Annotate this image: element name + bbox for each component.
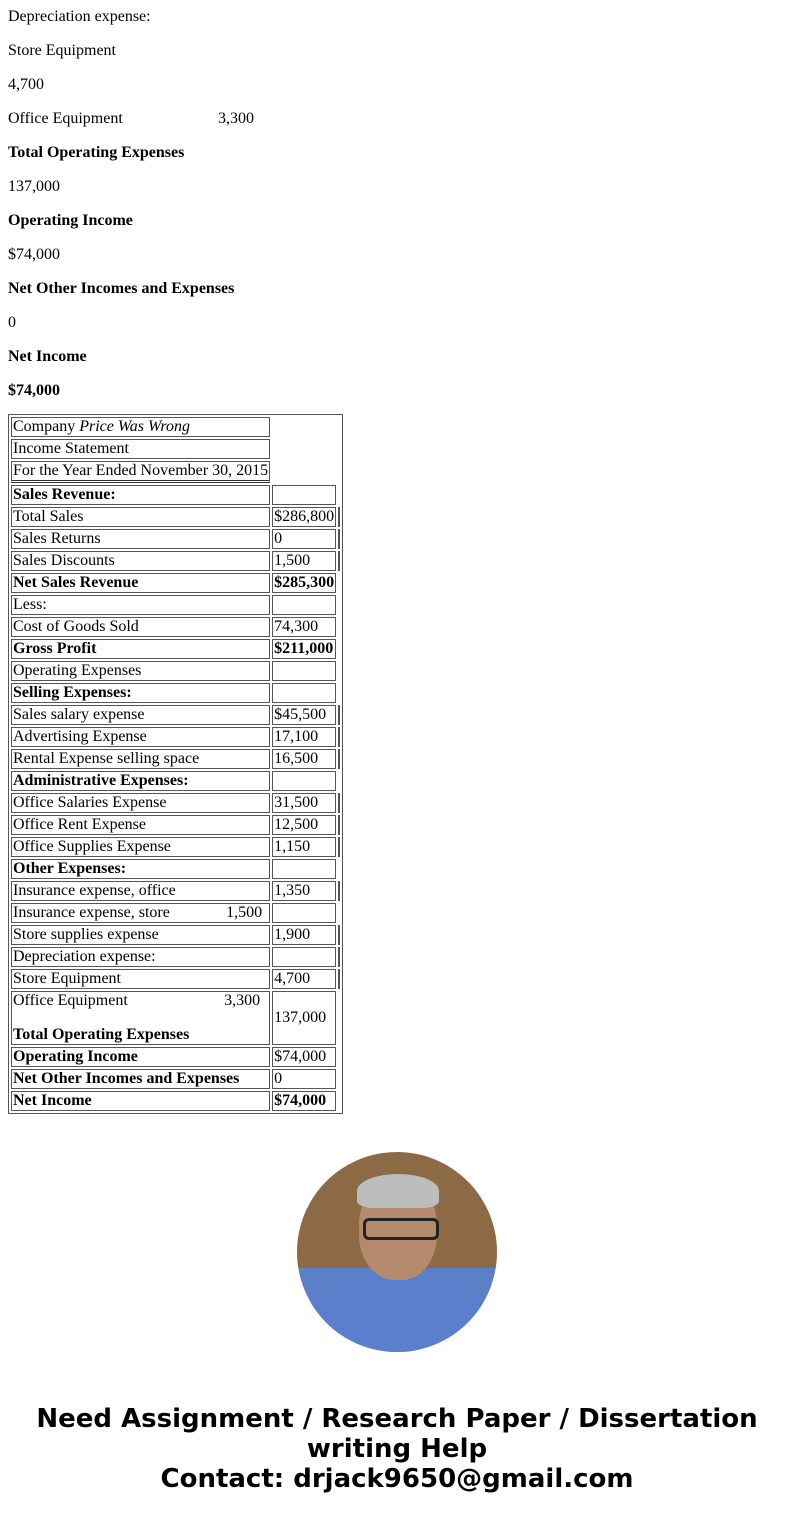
row-amount: 1,150	[272, 837, 336, 857]
row-amount: 4,700	[272, 969, 336, 989]
row-amount: 16,500	[272, 749, 336, 769]
row-label: Store supplies expense	[11, 925, 270, 945]
row-label: Advertising Expense	[11, 727, 270, 747]
statement-row	[11, 749, 340, 769]
row-amount	[272, 771, 336, 791]
row-inline-amount: 3,300	[224, 992, 261, 1009]
total-operating-expenses-label: Total Operating Expenses	[13, 1026, 190, 1043]
statement-row	[11, 485, 340, 505]
statement-row	[11, 1091, 340, 1111]
row-amount: 0	[272, 529, 336, 549]
row-inline-amount: 1,500	[226, 904, 263, 921]
company-row	[11, 417, 340, 437]
intro-label: Total Operating Expenses	[8, 144, 185, 161]
intro-line	[8, 280, 786, 298]
statement-row	[11, 1047, 340, 1067]
intro-line	[8, 110, 786, 128]
intro-label: 0	[8, 314, 16, 331]
row-label: Gross Profit	[11, 639, 270, 659]
intro-line	[8, 314, 786, 332]
statement-row	[11, 771, 340, 791]
statement-row	[11, 947, 340, 967]
row-label: Sales Revenue:	[11, 485, 270, 505]
row-label: Office Rent Expense	[11, 815, 270, 835]
banner-line-3: Contact: drjack9650@gmail.com	[160, 1464, 634, 1494]
row-amount	[272, 859, 336, 879]
row-label: Depreciation expense:	[11, 947, 270, 967]
row-label: Office Salaries Expense	[11, 793, 270, 813]
total-operating-expenses-amount: 137,000	[272, 991, 336, 1045]
intro-line	[8, 42, 786, 60]
statement-row	[11, 969, 340, 989]
intro-line	[8, 76, 786, 94]
row-label: Sales Returns	[11, 529, 270, 549]
row-label: Other Expenses:	[11, 859, 270, 879]
statement-row	[11, 595, 340, 615]
row-label: Net Income	[11, 1091, 270, 1111]
statement-title: Income Statement	[11, 439, 270, 459]
intro-line	[8, 212, 786, 230]
row-amount: 0	[272, 1069, 336, 1089]
row-amount	[272, 683, 336, 703]
statement-row	[11, 859, 340, 879]
statement-row	[11, 507, 340, 527]
row-label: Selling Expenses:	[11, 683, 270, 703]
statement-row	[11, 727, 340, 747]
intro-label: Depreciation expense:	[8, 8, 151, 25]
row-label: Operating Expenses	[11, 661, 270, 681]
intro-line	[8, 382, 786, 400]
row-amount: 1,350	[272, 881, 336, 901]
row-amount: $74,000	[272, 1091, 336, 1111]
statement-row	[11, 925, 340, 945]
intro-line	[8, 348, 786, 366]
banner-line-2: writing Help	[306, 1434, 488, 1464]
row-amount: 17,100	[272, 727, 336, 747]
intro-value: 3,300	[218, 110, 254, 127]
intro-label: Operating Income	[8, 212, 133, 229]
row-amount: 12,500	[272, 815, 336, 835]
intro-label: Net Other Incomes and Expenses	[8, 280, 235, 297]
intro-label: 137,000	[8, 178, 60, 195]
row-label: Insurance expense, store 1,500	[11, 903, 270, 923]
intro-line	[8, 144, 786, 162]
row-label: Rental Expense selling space	[11, 749, 270, 769]
income-statement-table	[8, 414, 343, 1114]
row-label: Office Equipment 3,300 Total Operating Expenses	[11, 991, 270, 1045]
period-row	[11, 461, 340, 483]
row-label: Net Sales Revenue	[11, 573, 270, 593]
row-amount: 1,500	[272, 551, 336, 571]
row-label: Cost of Goods Sold	[11, 617, 270, 637]
row-amount	[272, 661, 336, 681]
row-amount	[272, 485, 336, 505]
statement-row	[11, 573, 340, 593]
row-amount	[272, 947, 336, 967]
intro-line	[8, 178, 786, 196]
row-amount: $211,000	[272, 639, 336, 659]
company-name: Price Was Wrong	[79, 418, 191, 435]
statement-row	[11, 705, 340, 725]
intro-line	[8, 246, 786, 264]
row-amount: 74,300	[272, 617, 336, 637]
statement-row	[11, 529, 340, 549]
row-amount: 31,500	[272, 793, 336, 813]
intro-label: $74,000	[8, 382, 60, 399]
statement-period: For the Year Ended November 30, 2015	[11, 461, 270, 483]
office-equipment-total-row	[11, 991, 340, 1045]
row-amount: $45,500	[272, 705, 336, 725]
intro-label: Store Equipment	[8, 42, 116, 59]
company-cell: Company Price Was Wrong	[11, 417, 270, 437]
row-label: Less:	[11, 595, 270, 615]
statement-row	[11, 837, 340, 857]
row-amount	[272, 903, 336, 923]
intro-line	[8, 8, 786, 26]
statement-row	[11, 617, 340, 637]
row-amount: $285,300	[274, 574, 335, 591]
intro-label: 4,700	[8, 76, 44, 93]
statement-row	[11, 815, 340, 835]
statement-row	[11, 881, 340, 901]
author-avatar	[297, 1152, 497, 1352]
statement-row	[11, 661, 340, 681]
title-row	[11, 439, 340, 459]
row-label: Sales Discounts	[11, 551, 270, 571]
intro-label: Office Equipment	[8, 110, 123, 127]
intro-label: $74,000	[8, 246, 60, 263]
row-label: Store Equipment	[11, 969, 270, 989]
row-label: Insurance expense, office	[11, 881, 270, 901]
row-label: Office Supplies Expense	[11, 837, 270, 857]
row-label: Net Other Incomes and Expenses	[11, 1069, 270, 1089]
row-label: Operating Income	[11, 1047, 270, 1067]
banner-line-1: Need Assignment / Research Paper / Dissertation	[36, 1404, 758, 1434]
row-amount: 1,900	[272, 925, 336, 945]
statement-row	[11, 683, 340, 703]
row-amount: $74,000	[272, 1047, 336, 1067]
statement-row	[11, 1069, 340, 1089]
contact-banner	[8, 1404, 786, 1494]
row-label: Sales salary expense	[11, 705, 270, 725]
statement-row	[11, 551, 340, 571]
intro-label: Net Income	[8, 348, 87, 365]
statement-row	[11, 639, 340, 659]
row-label: Total Sales	[11, 507, 270, 527]
intro-text	[8, 8, 786, 400]
row-amount: $286,800	[274, 508, 335, 525]
row-label: Administrative Expenses:	[11, 771, 270, 791]
row-amount	[272, 595, 336, 615]
statement-row	[11, 793, 340, 813]
statement-row	[11, 903, 340, 923]
